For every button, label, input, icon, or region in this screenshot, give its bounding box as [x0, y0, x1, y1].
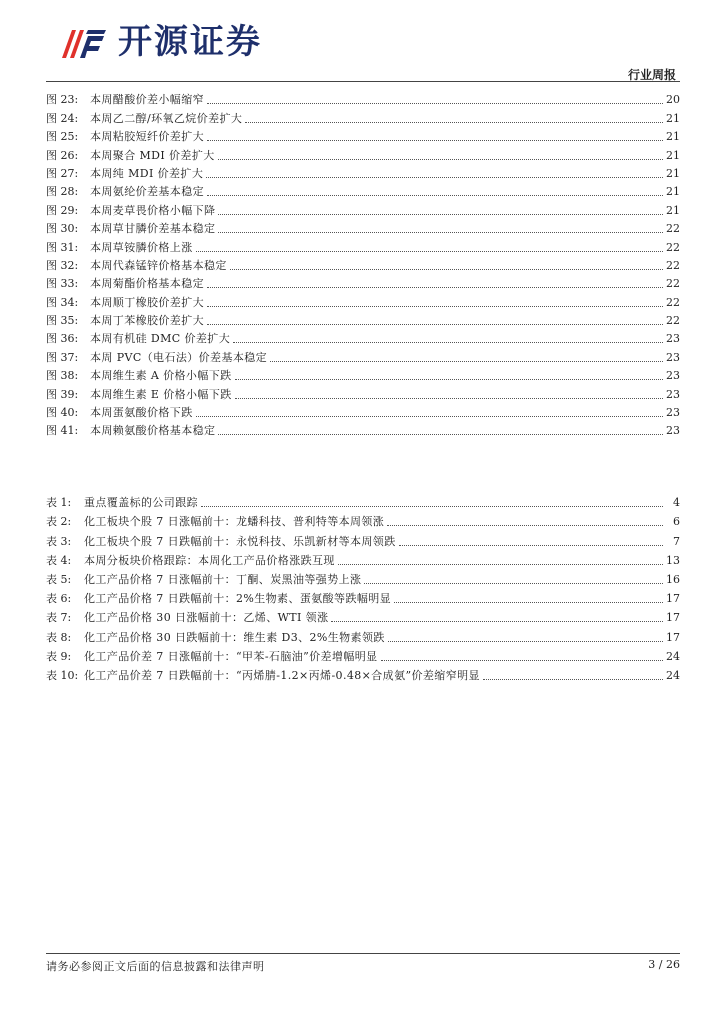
figure-toc-entry[interactable] [46, 310, 680, 328]
toc-dot-leader [388, 641, 663, 642]
toc-entry-page: 21 [666, 185, 680, 199]
toc-entry-title: 本周维生素 E 价格小幅下跌 [90, 387, 232, 401]
figure-toc-entry[interactable] [46, 199, 680, 217]
toc-entry-page: 23 [666, 406, 680, 420]
page-header [0, 0, 724, 82]
toc-entry-page: 13 [666, 553, 680, 567]
toc-entry-title: 重点覆盖标的公司跟踪 [84, 496, 198, 510]
figure-toc-entry[interactable] [46, 107, 680, 125]
toc-entry-label: 图 38: [46, 369, 79, 383]
toc-entry-page: 7 [673, 534, 680, 548]
toc-entry-title: 化工产品价差 7 日涨幅前十：“甲苯-石脑油”价差增幅明显 [84, 649, 378, 663]
toc-entry-label: 表 2: [46, 515, 72, 529]
toc-dot-leader [206, 177, 663, 178]
table-toc-entry[interactable] [46, 587, 680, 606]
table-toc-entry[interactable] [46, 491, 680, 510]
toc-dot-leader [218, 214, 663, 215]
toc-entry-label: 图 28: [46, 185, 79, 199]
toc-entry-label: 表 8: [46, 630, 72, 644]
toc-entry-page: 22 [666, 222, 680, 236]
toc-dot-leader [387, 525, 663, 526]
toc-entry-page: 17 [666, 611, 680, 625]
toc-dot-leader [218, 159, 663, 160]
figure-toc-entry[interactable] [46, 126, 680, 144]
figure-toc-entry[interactable] [46, 402, 680, 420]
toc-entry-label: 表 9: [46, 649, 72, 663]
toc-entry-title: 化工产品价格 7 日涨幅前十：丁酮、炭黑油等强势上涨 [84, 572, 362, 586]
toc-entry-title: 化工产品价格 30 日跌幅前十：维生素 D3、2%生物素领跌 [84, 630, 385, 644]
toc-entry-label: 图 31: [46, 240, 79, 254]
toc-entry-title: 本周蛋氨酸价格下跌 [90, 406, 193, 420]
toc-entry-page: 17 [666, 592, 680, 606]
table-list [46, 491, 680, 683]
toc-entry-label: 表 5: [46, 572, 72, 586]
toc-dot-leader [196, 251, 663, 252]
toc-entry-label: 图 39: [46, 387, 79, 401]
toc-dot-leader [196, 416, 663, 417]
toc-entry-title: 化工产品价差 7 日跌幅前十：“丙烯腈-1.2×丙烯-0.48×合成氨”价差缩窄明显 [84, 668, 480, 682]
toc-entry-title: 本周麦草畏价格小幅下降 [90, 203, 216, 217]
toc-dot-leader [235, 398, 663, 399]
toc-entry-page: 23 [666, 350, 680, 364]
toc-entry-title: 本周有机硅 DMC 价差扩大 [90, 332, 231, 346]
figure-toc-entry[interactable] [46, 181, 680, 199]
figure-toc-entry[interactable] [46, 144, 680, 162]
toc-entry-label: 图 32: [46, 258, 79, 272]
toc-dot-leader [364, 583, 663, 584]
toc-dot-leader [235, 379, 663, 380]
toc-entry-page: 21 [666, 111, 680, 125]
figure-toc-entry[interactable] [46, 420, 680, 438]
toc-entry-page: 23 [666, 424, 680, 438]
table-toc-entry[interactable] [46, 568, 680, 587]
toc-entry-page: 21 [666, 130, 680, 144]
figure-toc-entry[interactable] [46, 89, 680, 107]
toc-dot-leader [399, 545, 663, 546]
toc-entry-label: 图 33: [46, 277, 79, 291]
toc-entry-label: 表 7: [46, 611, 72, 625]
toc-entry-title: 本周顺丁橡胶价差扩大 [90, 295, 204, 309]
toc-entry-title: 本周醋酸价差小幅缩窄 [90, 93, 204, 107]
toc-entry-page: 4 [673, 496, 680, 510]
toc-dot-leader [331, 621, 663, 622]
toc-entry-label: 表 4: [46, 553, 72, 567]
toc-entry-page: 24 [666, 668, 680, 682]
toc-entry-label: 表 10: [46, 668, 79, 682]
toc-entry-title: 化工板块个股 7 日跌幅前十：永悦科技、乐凯新材等本周领跌 [84, 534, 396, 548]
toc-entry-page: 22 [666, 258, 680, 272]
toc-dot-leader [338, 564, 663, 565]
toc-dot-leader [483, 679, 663, 680]
toc-entry-page: 20 [666, 93, 680, 107]
figure-toc-entry[interactable] [46, 236, 680, 254]
toc-entry-label: 表 6: [46, 592, 72, 606]
toc-entry-label: 图 35: [46, 314, 79, 328]
figure-toc-entry[interactable] [46, 383, 680, 401]
figure-toc-entry[interactable] [46, 365, 680, 383]
toc-entry-label: 图 25: [46, 130, 79, 144]
toc-entry-page: 22 [666, 240, 680, 254]
toc-entry-title: 化工产品价格 30 日涨幅前十：乙烯、WTI 领涨 [84, 611, 329, 625]
toc-dot-leader [230, 269, 663, 270]
toc-entry-label: 表 3: [46, 534, 72, 548]
toc-entry-page: 23 [666, 387, 680, 401]
toc-dot-leader [245, 122, 663, 123]
table-toc-entry[interactable] [46, 625, 680, 644]
table-toc-entry[interactable] [46, 645, 680, 664]
toc-entry-page: 23 [666, 332, 680, 346]
toc-entry-title: 本周 PVC（电石法）价差基本稳定 [90, 350, 268, 364]
toc-entry-label: 图 37: [46, 350, 79, 364]
toc-entry-page: 22 [666, 314, 680, 328]
toc-entry-title: 本周代森锰锌价格基本稳定 [90, 258, 227, 272]
toc-entry-page: 16 [666, 572, 680, 586]
toc-dot-leader [218, 232, 663, 233]
toc-entry-title: 本周草甘膦价差基本稳定 [90, 222, 216, 236]
toc-entry-label: 图 26: [46, 148, 79, 162]
toc-entry-label: 图 34: [46, 295, 79, 309]
brand-name: 开源证券 [118, 22, 262, 62]
toc-dot-leader [207, 103, 663, 104]
toc-entry-title: 本周草铵膦价格上涨 [90, 240, 193, 254]
figure-toc-entry[interactable] [46, 328, 680, 346]
table-toc-entry[interactable] [46, 510, 680, 529]
figure-toc-entry[interactable] [46, 163, 680, 181]
toc-entry-label: 图 36: [46, 332, 79, 346]
toc-entry-label: 图 24: [46, 111, 79, 125]
toc-dot-leader [270, 361, 663, 362]
figure-list [46, 89, 680, 438]
kaiyuan-securities-logo-icon [58, 22, 110, 64]
toc-entry-page: 22 [666, 295, 680, 309]
table-toc-entry[interactable] [46, 664, 680, 683]
toc-entry-page: 21 [666, 148, 680, 162]
toc-entry-title: 本周乙二醇/环氧乙烷价差扩大 [90, 111, 243, 125]
toc-entry-title: 本周聚合 MDI 价差扩大 [90, 148, 215, 162]
toc-entry-page: 6 [673, 515, 680, 529]
toc-entry-title: 本周维生素 A 价格小幅下跌 [90, 369, 232, 383]
toc-entry-title: 化工产品价格 7 日跌幅前十：2%生物素、蛋氨酸等跌幅明显 [84, 592, 392, 606]
toc-dot-leader [218, 434, 663, 435]
toc-entry-title: 化工板块个股 7 日涨幅前十：龙蟠科技、普利特等本周领涨 [84, 515, 385, 529]
figure-toc-entry[interactable] [46, 291, 680, 309]
toc-entry-label: 图 29: [46, 203, 79, 217]
toc-entry-title: 本周粘胶短纤价差扩大 [90, 130, 204, 144]
toc-dot-leader [201, 506, 663, 507]
toc-entry-label: 图 40: [46, 406, 79, 420]
figure-toc-entry[interactable] [46, 273, 680, 291]
header-divider [46, 81, 680, 82]
toc-dot-leader [207, 306, 663, 307]
toc-dot-leader [207, 195, 663, 196]
toc-entry-label: 图 27: [46, 166, 79, 180]
page-number: 3 / 26 [648, 958, 680, 971]
toc-entry-page: 21 [666, 203, 680, 217]
figure-toc-entry[interactable] [46, 218, 680, 236]
toc-dot-leader [207, 287, 663, 288]
toc-entry-title: 本周纯 MDI 价差扩大 [90, 166, 204, 180]
toc-entry-title: 本周丁苯橡胶价差扩大 [90, 314, 204, 328]
toc-dot-leader [207, 140, 663, 141]
toc-entry-label: 图 41: [46, 424, 79, 438]
toc-entry-page: 23 [666, 369, 680, 383]
toc-dot-leader [207, 324, 663, 325]
toc-entry-title: 本周菊酯价格基本稳定 [90, 277, 204, 291]
toc-entry-page: 24 [666, 649, 680, 663]
figure-toc-entry[interactable] [46, 255, 680, 273]
toc-entry-title: 本周赖氨酸价格基本稳定 [90, 424, 216, 438]
toc-entry-page: 21 [666, 166, 680, 180]
toc-entry-title: 本周氨纶价差基本稳定 [90, 185, 204, 199]
toc-dot-leader [233, 342, 663, 343]
table-toc-entry[interactable] [46, 549, 680, 568]
toc-entry-page: 17 [666, 630, 680, 644]
toc-dot-leader [381, 660, 663, 661]
report-type-label: 行业周报 [627, 68, 676, 82]
toc-entry-label: 图 30: [46, 222, 79, 236]
toc-entry-page: 22 [666, 277, 680, 291]
figure-toc-entry[interactable] [46, 346, 680, 364]
table-toc-entry[interactable] [46, 606, 680, 625]
toc-dot-leader [394, 602, 663, 603]
table-toc-entry[interactable] [46, 529, 680, 548]
toc-entry-label: 图 23: [46, 93, 79, 107]
footer-disclaimer: 请务必参阅正文后面的信息披露和法律声明 [46, 960, 265, 973]
toc-entry-label: 表 1: [46, 496, 72, 510]
footer-divider [46, 953, 680, 954]
toc-entry-title: 本周分板块价格跟踪：本周化工产品价格涨跌互现 [84, 553, 335, 567]
